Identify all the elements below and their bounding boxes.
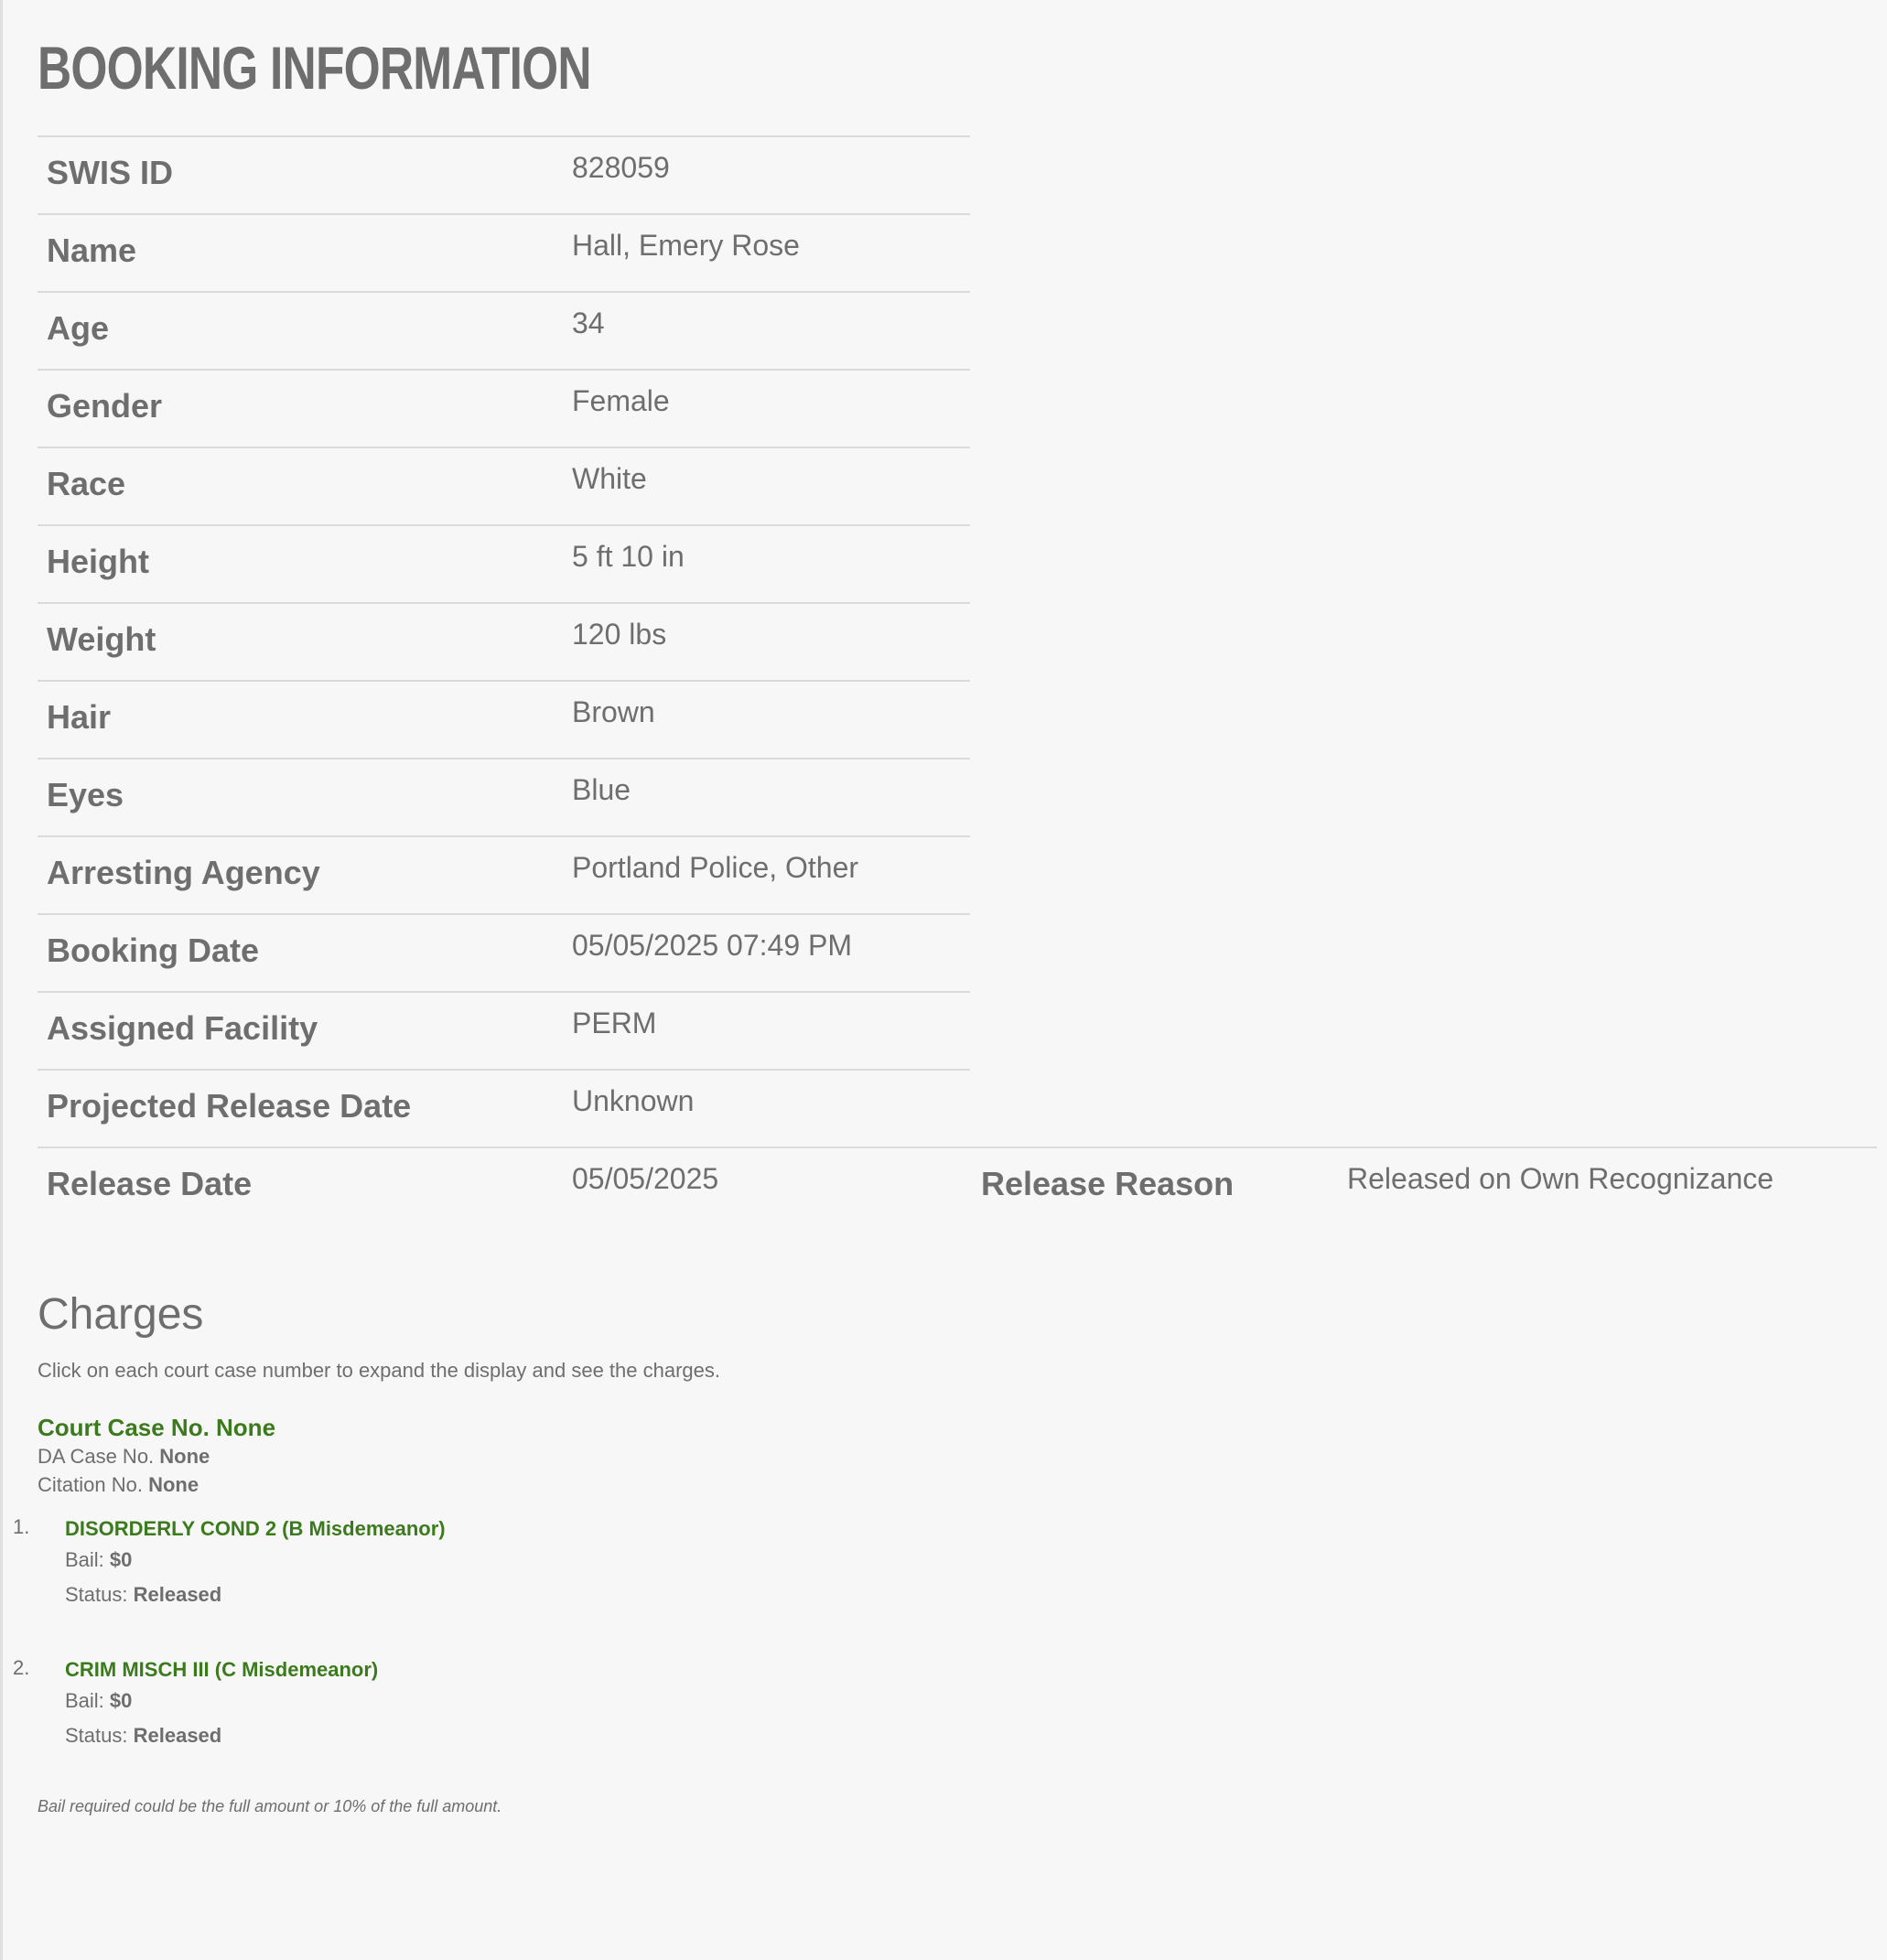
status-label: Status: <box>65 1583 128 1606</box>
field-label: Height <box>38 525 572 603</box>
charges-heading: Charges <box>38 1290 204 1339</box>
field-value: PERM <box>572 992 970 1070</box>
field-label: Age <box>38 292 572 370</box>
court-case-link[interactable]: Court Case No. None <box>38 1414 276 1441</box>
charges-section <box>13 1289 1887 1816</box>
field-value: Blue <box>572 759 970 836</box>
status-label: Status: <box>65 1724 128 1747</box>
status-value: Released <box>133 1724 222 1747</box>
page-title: BOOKING INFORMATION <box>38 34 591 102</box>
charge-number: 2. <box>13 1656 30 1679</box>
table-row <box>38 292 1877 370</box>
field-label: Arresting Agency <box>38 836 572 914</box>
charge-bail <box>65 1684 1887 1718</box>
bail-label: Bail: <box>65 1689 104 1712</box>
da-case-line <box>38 1442 1887 1470</box>
field-value: 828059 <box>572 136 970 214</box>
table-row <box>38 914 1877 992</box>
charge-name: CRIM MISCH III (C Misdemeanor) <box>65 1658 379 1681</box>
field-label: Race <box>38 447 572 525</box>
status-value: Released <box>133 1583 222 1606</box>
bail-value: $0 <box>109 1548 133 1571</box>
release-reason-value: Released on Own Recognizance <box>1347 1147 1877 1225</box>
field-label: Eyes <box>38 759 572 836</box>
table-row <box>38 447 1877 525</box>
booking-info-table <box>38 135 1877 1225</box>
release-row <box>38 1147 1877 1225</box>
field-value: Female <box>572 370 970 447</box>
release-reason-label: Release Reason <box>970 1147 1347 1225</box>
citation-label: Citation No. <box>38 1473 143 1496</box>
table-row <box>38 603 1877 681</box>
bail-label: Bail: <box>65 1548 104 1571</box>
table-row <box>38 525 1877 603</box>
field-label: Projected Release Date <box>38 1070 572 1147</box>
field-value: White <box>572 447 970 525</box>
field-label: Booking Date <box>38 914 572 992</box>
field-label: Assigned Facility <box>38 992 572 1070</box>
table-row <box>38 992 1877 1070</box>
da-case-label: DA Case No. <box>38 1445 155 1468</box>
table-row <box>38 759 1877 836</box>
booking-page <box>13 0 1887 1816</box>
field-label: SWIS ID <box>38 136 572 214</box>
field-label: Name <box>38 214 572 292</box>
charge-list <box>13 1515 1887 1753</box>
bail-value: $0 <box>109 1689 133 1712</box>
charge-number: 1. <box>13 1515 30 1538</box>
bail-note: Bail required could be the full amount or 10% of the full amount. <box>38 1797 502 1815</box>
charge-item <box>0 1515 1887 1612</box>
field-value: 120 lbs <box>572 603 970 681</box>
citation-value: None <box>148 1473 199 1496</box>
field-value: Unknown <box>572 1070 970 1147</box>
da-case-value: None <box>159 1445 210 1468</box>
table-row <box>38 370 1877 447</box>
release-date-label: Release Date <box>38 1147 572 1225</box>
release-date-value: 05/05/2025 <box>572 1147 970 1225</box>
charges-instructions: Click on each court case number to expand the display and see the charges. <box>38 1359 721 1382</box>
field-value: 5 ft 10 in <box>572 525 970 603</box>
charge-item <box>0 1656 1887 1753</box>
field-value: Hall, Emery Rose <box>572 214 970 292</box>
table-row <box>38 1070 1877 1147</box>
field-value: 34 <box>572 292 970 370</box>
field-label: Gender <box>38 370 572 447</box>
citation-line <box>38 1470 1887 1499</box>
charge-bail <box>65 1543 1887 1578</box>
field-label: Weight <box>38 603 572 681</box>
table-row <box>38 136 1877 214</box>
field-value: Brown <box>572 681 970 759</box>
field-value: 05/05/2025 07:49 PM <box>572 914 970 992</box>
table-row <box>38 836 1877 914</box>
field-value: Portland Police, Other <box>572 836 970 914</box>
table-row <box>38 214 1877 292</box>
charge-status <box>65 1578 1887 1612</box>
table-row <box>38 681 1877 759</box>
field-label: Hair <box>38 681 572 759</box>
charge-name: DISORDERLY COND 2 (B Misdemeanor) <box>65 1517 446 1540</box>
charge-status <box>65 1718 1887 1753</box>
